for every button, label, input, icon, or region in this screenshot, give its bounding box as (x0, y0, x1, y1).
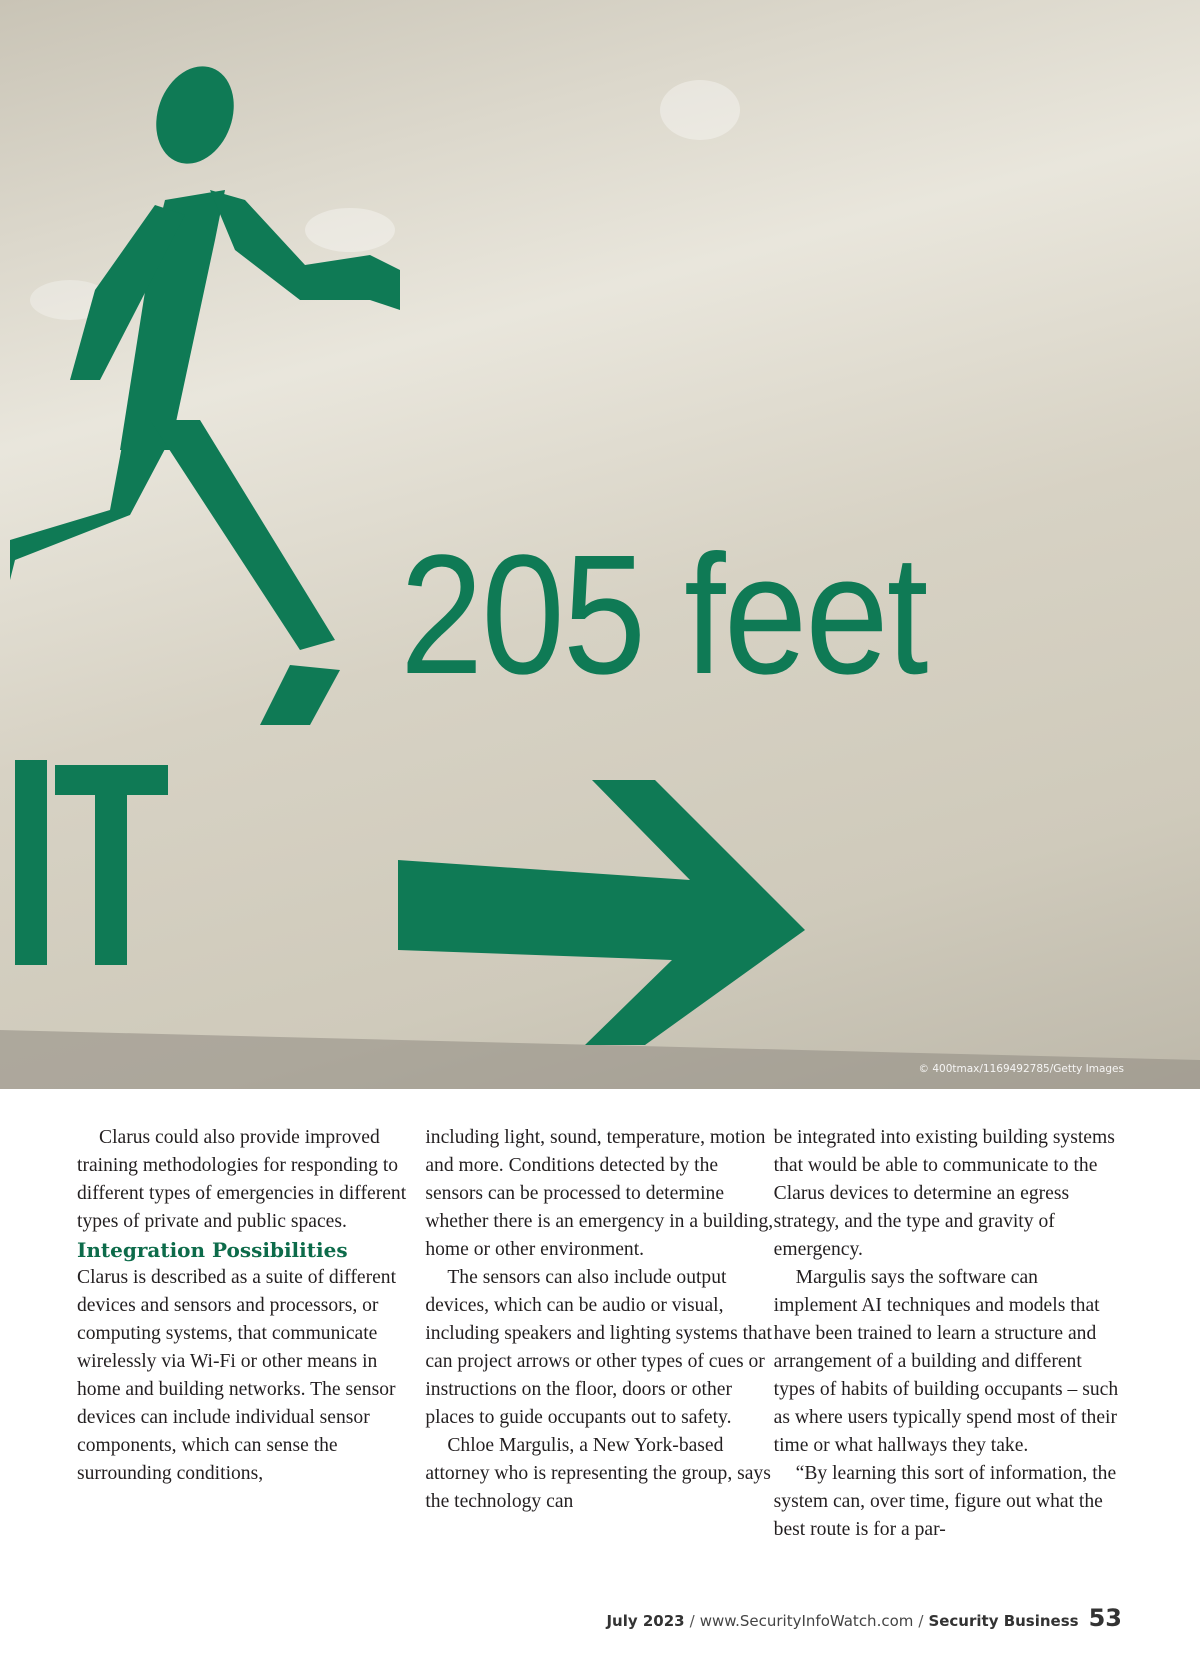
section-subheading: Integration Possibilities (77, 1238, 348, 1262)
separator: / (689, 1612, 695, 1630)
paragraph: Clarus could also provide improved training methodologies for responding to different types of emergencies in different types of private and public spaces. (77, 1127, 407, 1232)
photo-credit: © 400tmax/1169492785/Getty Images (918, 1063, 1124, 1075)
paragraph: “By learning this sort of information, the system can, over time, figure out what the best route is for a par- (773, 1463, 1117, 1540)
page-number: 53 (1088, 1604, 1122, 1632)
paragraph: Clarus is described as a suite of different devices and sensors and processors, or computing systems, that communicate wirelessly via Wi-Fi or other means in home and building networks. The sensor devices can include individual sensor components, which can sense the surrounding conditions, (77, 1267, 397, 1484)
paragraph: Margulis says the software can implement AI techniques and models that have been trained to learn a structure and arrangement of a building and different types of habits of building occupants – such as where users typically spend most of their time or what hallways they take. (773, 1267, 1119, 1456)
paragraph: including light, sound, temperature, motion and more. Conditions detected by the sensors can be processed to determine whether there is an emergency in a building, home or other environment. (425, 1127, 774, 1260)
issue-date: July 2023 (606, 1612, 685, 1630)
sign-distance-text: 205 feet (400, 520, 927, 710)
partial-exit-letters (15, 760, 168, 965)
column-2 (425, 1124, 773, 1544)
website-url: www.SecurityInfoWatch.com (699, 1612, 914, 1630)
arrow-right-icon (398, 780, 805, 1045)
article-columns (77, 1124, 1122, 1544)
running-person-icon (10, 55, 400, 725)
paragraph: Chloe Margulis, a New York-based attorney who is representing the group, says the technology can (425, 1435, 771, 1512)
column-3 (774, 1124, 1122, 1544)
paragraph: be integrated into existing building systems that would be able to communicate to the Clarus devices to determine an egress strategy, and the type and gravity of emergency. (773, 1127, 1115, 1260)
paragraph: The sensors can also include output devices, which can be audio or visual, including speakers and lighting systems that can project arrows or other types of cues or instructions on the floor, doors or other places to guide occupants out to safety. (425, 1267, 772, 1428)
page-footer (606, 1604, 1122, 1632)
column-1 (77, 1124, 425, 1544)
separator: / (918, 1612, 924, 1630)
magazine-name: Security Business (928, 1612, 1079, 1630)
